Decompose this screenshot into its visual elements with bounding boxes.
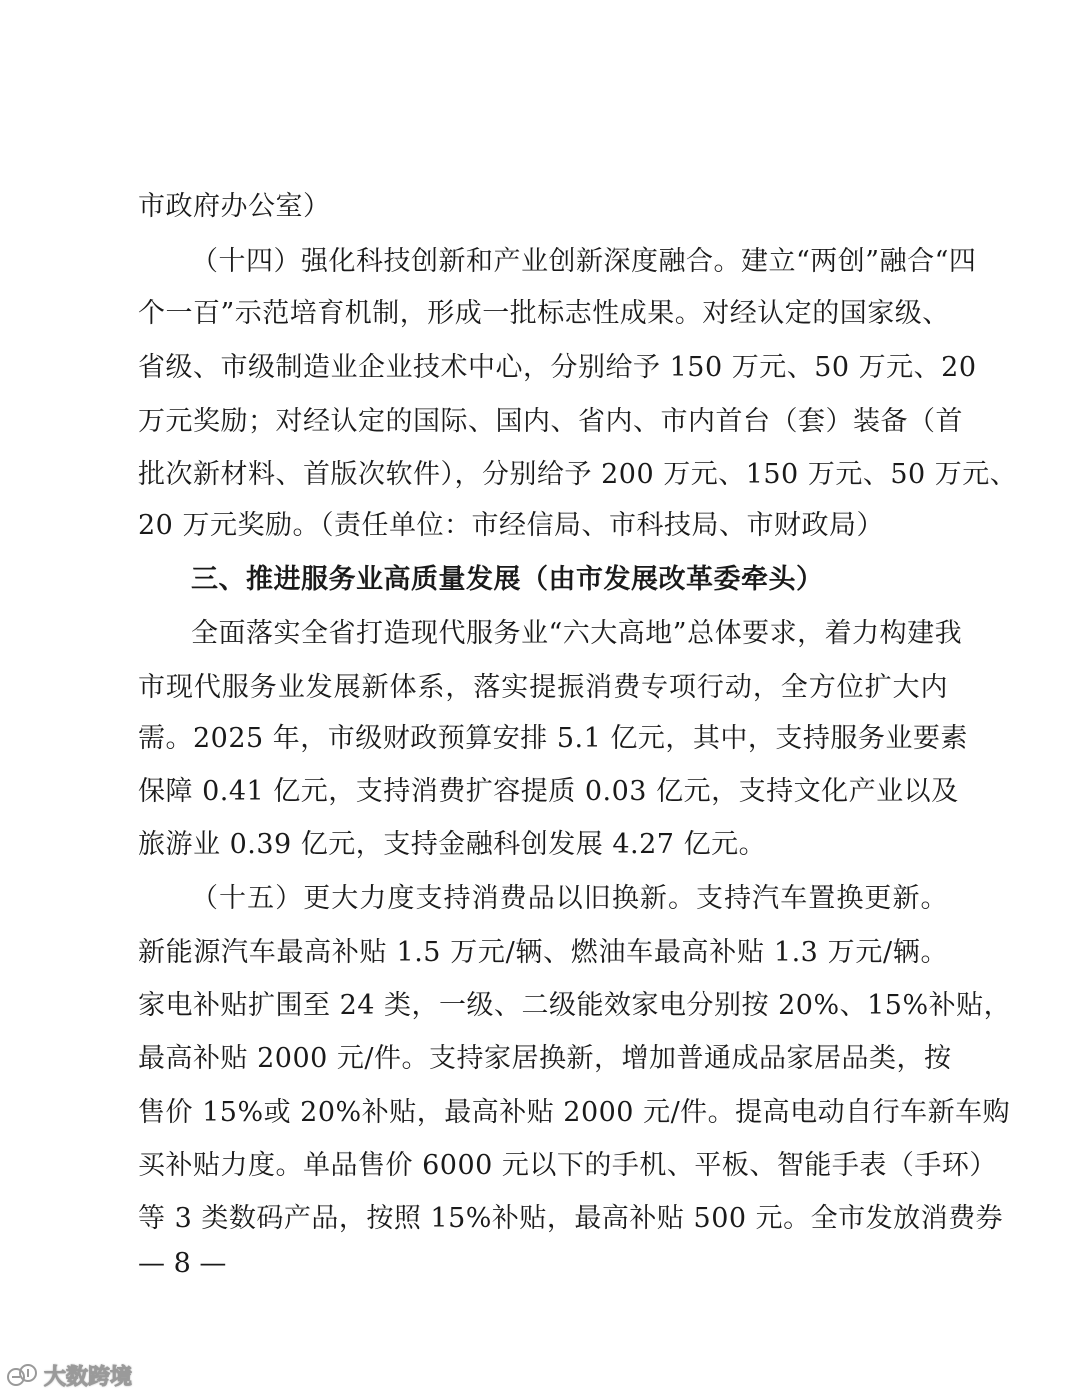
section-heading-15: （十五）更大力度支持消费品以旧换新。支持汽车置换更新。	[191, 883, 948, 914]
text-line: 市政府办公室）	[138, 191, 331, 222]
text-line: 买补贴力度。单品售价 6000 元以下的手机、平板、智能手表（手环）	[138, 1150, 997, 1181]
text-line: 等 3 类数码产品，按照 15%补贴，最高补贴 500 元。全市发放消费券	[138, 1203, 1004, 1234]
section-heading-14: （十四）强化科技创新和产业创新深度融合。建立“两创”融合“四	[191, 246, 977, 277]
text-line: 保障 0.41 亿元，支持消费扩容提质 0.03 亿元，支持文化产业以及	[138, 776, 959, 807]
text-line: 旅游业 0.39 亿元，支持金融科创发展 4.27 亿元。	[138, 829, 767, 860]
text-line: 售价 15%或 20%补贴，最高补贴 2000 元/件。提高电动自行车新车购	[138, 1097, 1011, 1128]
text-line: 市现代服务业发展新体系，落实提振消费专项行动，全方位扩大内	[138, 672, 948, 703]
text-line: 20 万元奖励。（责任单位：市经信局、市科技局、市财政局）	[138, 510, 884, 541]
text-line: 全面落实全省打造现代服务业“六大高地”总体要求，着力构建我	[191, 618, 963, 649]
text-line: 新能源汽车最高补贴 1.5 万元/辆、燃油车最高补贴 1.3 万元/辆。	[138, 937, 948, 968]
text-line: 批次新材料、首版次软件），分别给予 200 万元、150 万元、50 万元、	[138, 459, 1018, 490]
watermark-logo-icon	[6, 1361, 38, 1389]
text-line: 万元奖励；对经认定的国际、国内、省内、市内首台（套）装备（首	[138, 406, 963, 437]
text-line: 省级、市级制造业企业技术中心，分别给予 150 万元、50 万元、20	[138, 352, 977, 383]
section-heading-3: 三、推进服务业高质量发展（由市发展改革委牵头）	[191, 564, 824, 595]
text-line: 家电补贴扩围至 24 类，一级、二级能效家电分别按 20%、15%补贴，	[138, 990, 1012, 1021]
watermark	[6, 1360, 132, 1390]
text-line: 需。2025 年，市级财政预算安排 5.1 亿元，其中，支持服务业要素	[138, 723, 968, 754]
page-number: — 8 —	[138, 1248, 227, 1279]
text-line: 个一百”示范培育机制，形成一批标志性成果。对经认定的国家级、	[138, 298, 950, 329]
watermark-text: 大数跨境	[44, 1364, 133, 1390]
text-line: 最高补贴 2000 元/件。支持家居换新，增加普通成品家居品类，按	[138, 1043, 952, 1074]
